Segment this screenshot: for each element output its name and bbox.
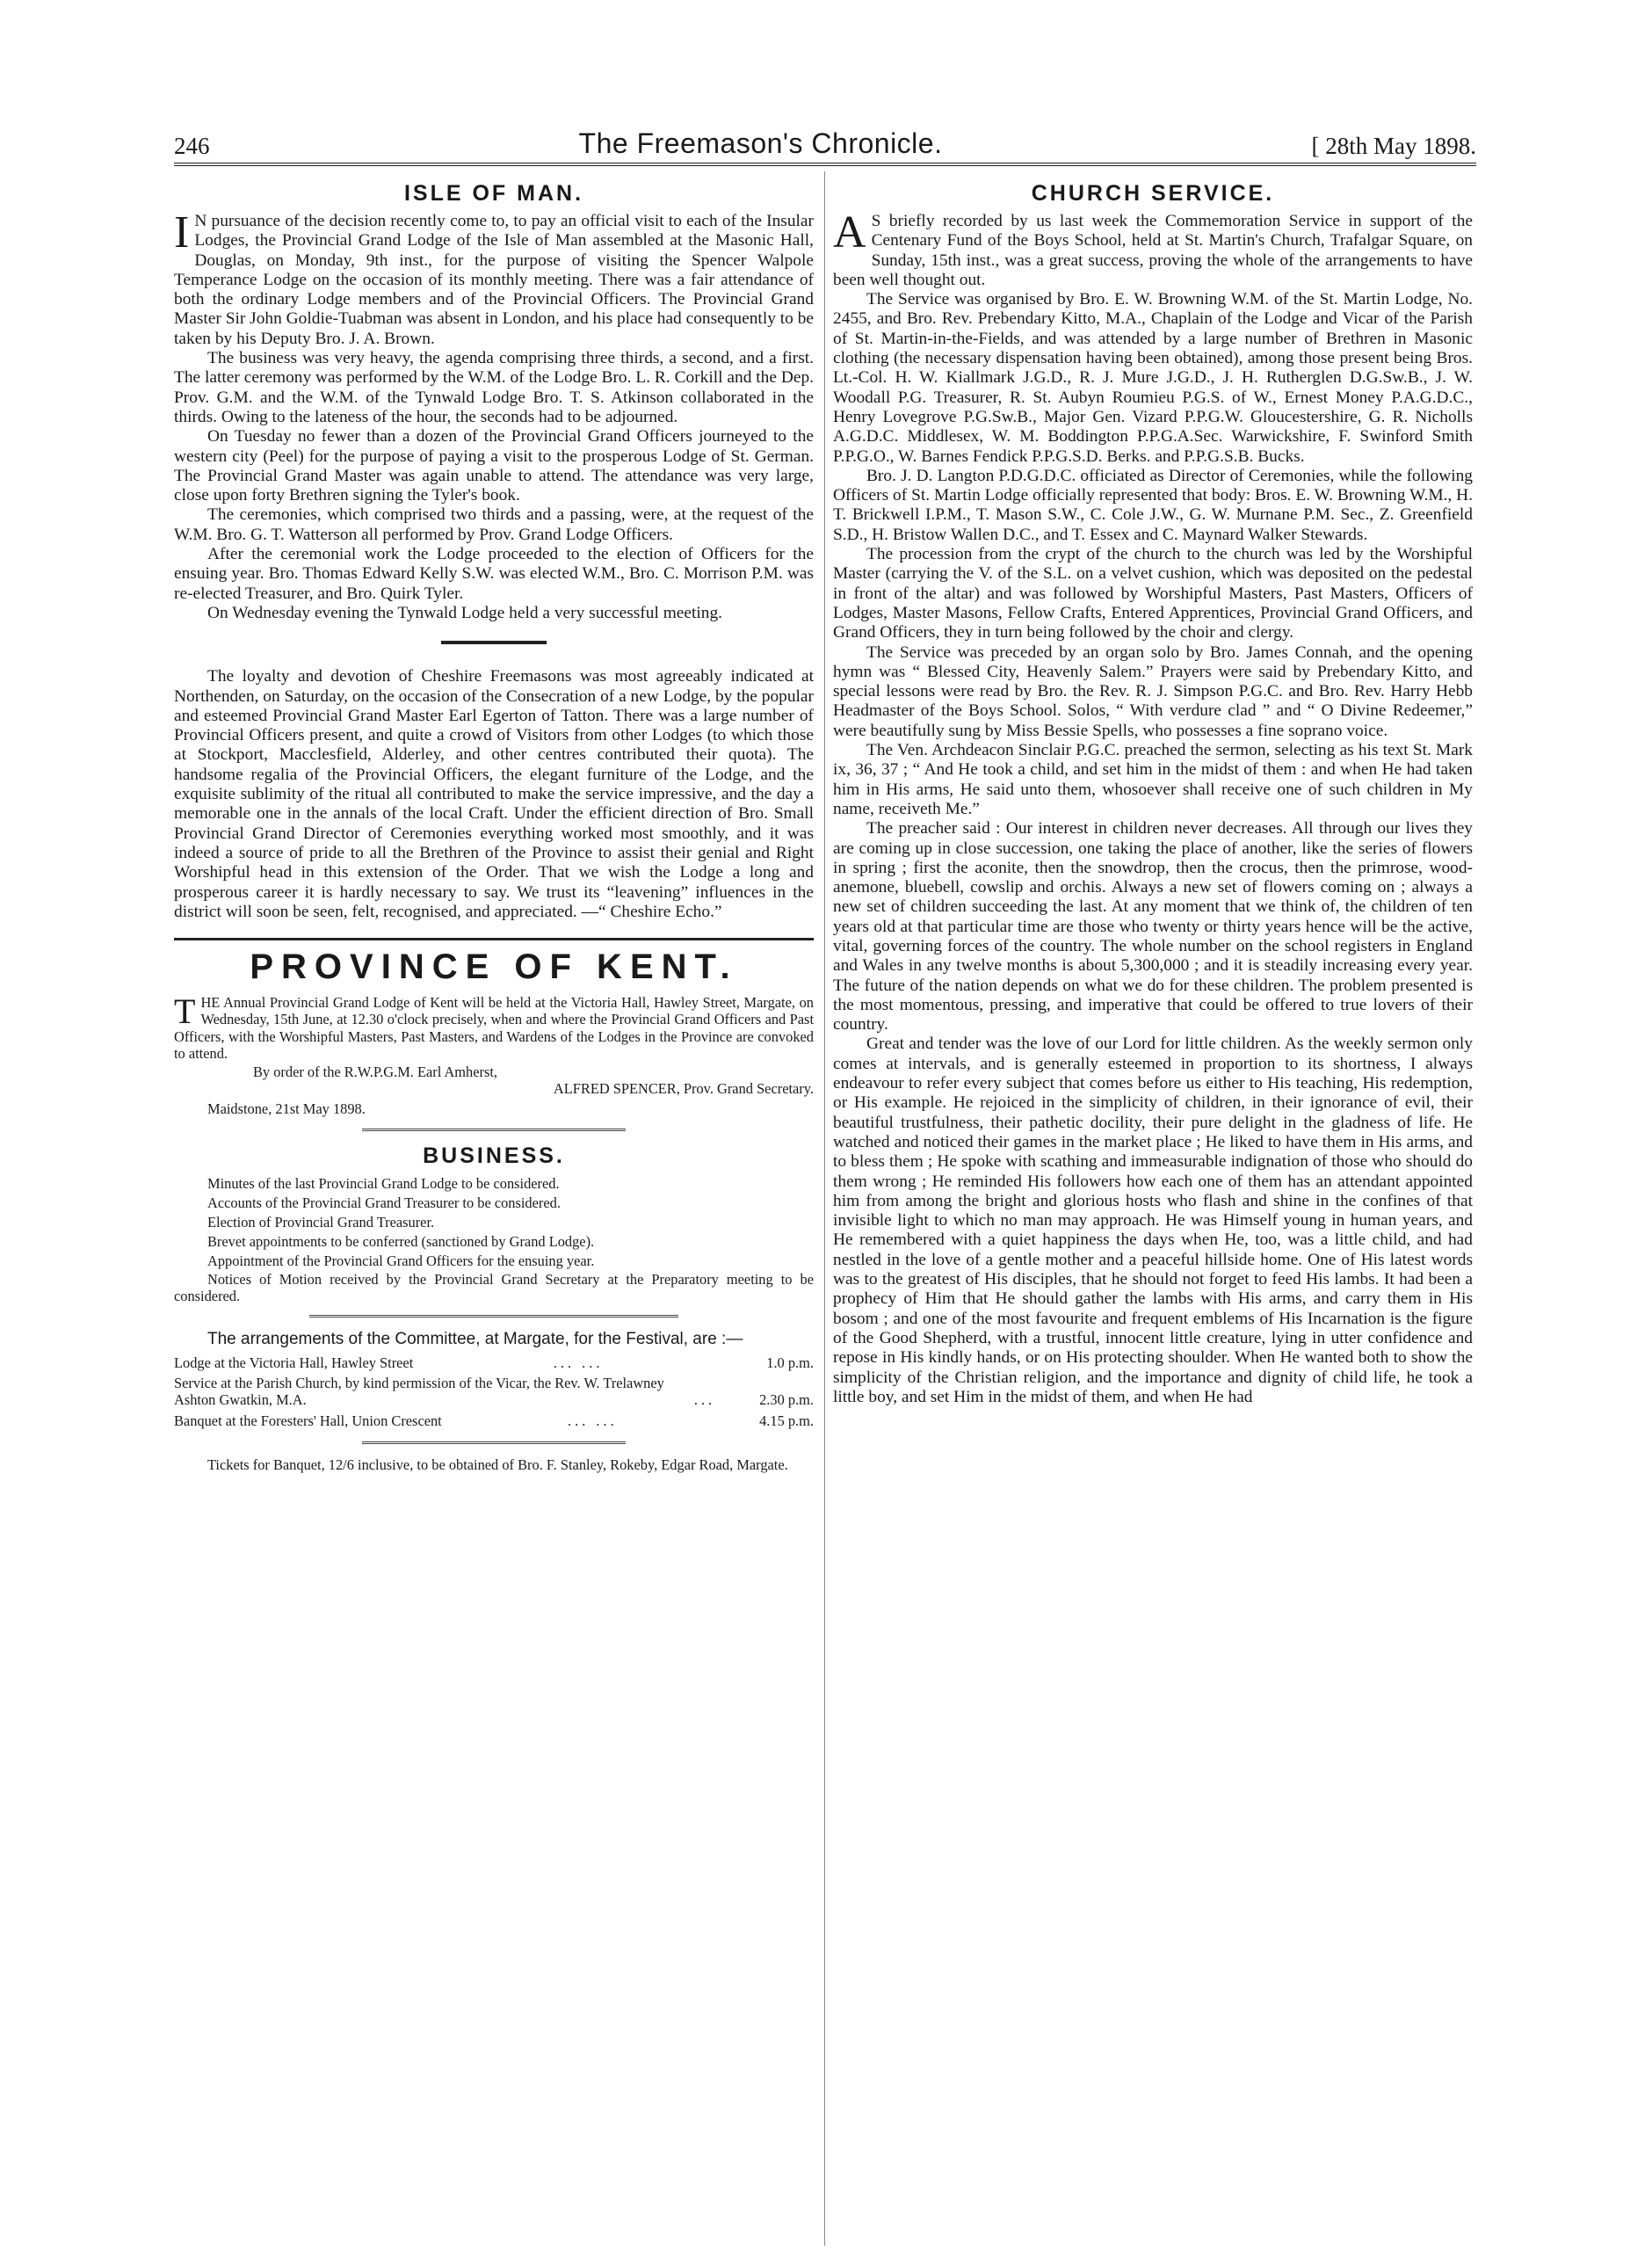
article-paragraph: Bro. J. D. Langton P.D.G.D.C. officiated as Director of Ceremonies, while the following Officers of St. Martin Lodge officially represented that body: Bros. E. W. Browning W.M., H. T. Brickwell I.P.M., T. Mason S.W., C. Cole J.W., G. W. Murnane P.M. Sec., Z. Greenfield S.D., H. Bristow Wallen D.C., and T. Essex and C. Maynard Walker Stewards. xyxy=(833,466,1473,544)
section-divider xyxy=(362,1441,626,1444)
article-paragraph: A S briefly recorded by us last week the Commemoration Service in support of the Centenary Fund of the Boys School, held at St. Martin's Church, Trafalgar Square, on Sunday, 15th inst., was a great success, proving the whole of the arrangements to have been well thought out. xyxy=(833,207,1473,289)
drop-cap: T xyxy=(174,991,196,1032)
kent-notice-paragraph: THE Annual Provincial Grand Lodge of Kent will be held at the Victoria Hall, Hawley Street, Margate, on Wednesday, 15th June, at 12.30 o'clock precisely, when and where the Provincial Grand Officers and Past Officers, with the Worshipful Masters, Past Masters, and Wardens of the Lodges in the Province are convoked to attend. xyxy=(174,991,814,1062)
business-item: Appointment of the Provincial Grand Officers for the ensuing year. xyxy=(207,1252,595,1269)
arrangement-row xyxy=(174,1412,814,1429)
right-column xyxy=(833,176,1473,1407)
article-paragraph: On Tuesday no fewer than a dozen of the Provincial Grand Officers journeyed to the western city (Peel) for the purpose of paying a visit to the prosperous Lodge of St. German. The Provincial Grand Master was again unable to attend. The attendance was very large, close upon forty Brethren signing the Tyler's book. xyxy=(174,427,814,505)
church-service-heading: CHURCH SERVICE. xyxy=(1031,181,1275,206)
article-paragraph: The procession from the crypt of the church to the church was led by the Worshipful Master (carrying the V. of the S.L. on a velvet cushion, which was deposited on the pedestal in front of the altar) and was followed by Worshipful Masters, Past Masters, Officers of Lodges, Master Masons, Fellow Crafts, Entered Apprentices, Provincial Grand Officers, and Grand Officers, they in turn being followed by the choir and clergy. xyxy=(833,545,1473,642)
arrangements-intro: The arrangements of the Committee, at Margate, for the Festival, are :— xyxy=(207,1329,743,1348)
section-rule xyxy=(174,938,814,940)
arrangement-time: 4.15 p.m. xyxy=(759,1412,814,1429)
kent-notice xyxy=(174,991,814,1118)
drop-cap: I xyxy=(174,207,190,258)
leader-dots: ... ... xyxy=(553,1354,604,1371)
arrangement-row xyxy=(174,1375,814,1408)
business-item: Election of Provincial Grand Treasurer. xyxy=(207,1213,435,1231)
province-of-kent-heading: PROVINCE OF KENT. xyxy=(250,947,738,987)
business-item: Notices of Motion received by the Provincial Grand Secretary at the Preparatory meeting to be considered. xyxy=(174,1270,814,1304)
cheshire-paragraph: The loyalty and devotion of Cheshire Freemasons was most agreeably indicated at Northenden, on Saturday, on the occasion of the Consecration of a new Lodge, by the popular and esteemed Provincial Grand Master Earl Egerton of Tatton. There was a large number of Provincial Officers present, and quite a crowd of Visitors from other Lodges (to which those at Stockport, Macclesfield, Alderley, and other centres contributed their quota). The handsome regalia of the Provincial Officers, the elegant furniture of the Lodge, and the exquisite sublimity of the ritual all contributed to make the service impressive, and the day a memorable one in the annals of the local Craft. Under the efficient direction of Bro. Small Provincial Grand Director of Ceremonies everything worked most smoothly, and it was indeed a source of pride to all the Brethren of the Province to assist their genial and Right Worshipful head in this extension of the Order. That we wish the Lodge a long and prosperous career it is hardly necessary to say. We trust its “leavening” influences in the district will soon be seen, felt, recognised, and appreciated. —“ Cheshire Echo.” xyxy=(174,667,814,921)
section-divider xyxy=(362,1129,626,1131)
tickets-notice xyxy=(174,1456,814,1473)
left-column xyxy=(174,176,814,1473)
arrangement-time: 1.0 p.m. xyxy=(766,1354,814,1371)
business-heading: BUSINESS. xyxy=(423,1143,565,1168)
leader-dots: ... xyxy=(693,1391,716,1409)
article-paragraph: After the ceremonial work the Lodge proceeded to the election of Officers for the ensuing year. Bro. Thomas Edward Kelly S.W. was elected W.M., Bro. C. Morrison P.M. was re-elected Treasurer, and Bro. Quirk Tyler. xyxy=(174,545,814,603)
business-item: Brevet appointments to be conferred (sanctioned by Grand Lodge). xyxy=(207,1232,595,1250)
business-list xyxy=(174,1174,814,1304)
leader-dots: ... ... xyxy=(568,1412,618,1429)
article-paragraph: The business was very heavy, the agenda comprising three thirds, a second, and a first. The latter ceremony was performed by the W.M. of the Lodge Bro. L. R. Corkill and the Dep. Prov. G.M. and the W.M. of the Tynwald Lodge Bro. T. S. Atkinson collaborated in the thirds. Owing to the lateness of the hour, the seconds had to be adjourned. xyxy=(174,349,814,426)
column-divider xyxy=(824,171,825,2246)
issue-date: [ 28th May 1898. xyxy=(1311,133,1476,159)
article-paragraph: The Service was organised by Bro. E. W. Browning W.M. of the St. Martin Lodge, No. 2455, and Bro. Rev. Prebendary Kitto, M.A., Chaplain of the Lodge and Vicar of the Parish of St. Martin-in-the-Fields, and was attended by a large number of Brethren in Masonic clothing (the necessary dispensation having been obtained), among those present being Bros. Lt.-Col. H. W. Kiallmark J.G.D., R. J. Mure J.G.D., J. H. Rutherglen D.G.Sw.B., J. W. Woodall P.G. Treasurer, R. St. Aubyn Roumieu P.G.S. of W., Ernest Money P.A.G.D.C., Henry Lovegrove P.G.Sw.B., Major Gen. Vizard P.P.G.W. Gloucestershire, G. R. Nicholls A.G.D.C. Middlesex, W. M. Boddington P.P.G.A.Sec. Warwickshire, F. Swinford Smith P.P.G.O., W. Barnes Fendick P.P.G.S.D. Berks. and P.P.G.S.B. Bucks. xyxy=(833,290,1473,466)
article-paragraph: I N pursuance of the decision recently come to, to pay an official visit to each of the Insular Lodges, the Provincial Grand Lodge of the Isle of Man assembled at the Masonic Hall, Douglas, on Monday, 9th inst., for the purpose of visiting the Spencer Walpole Temperance Lodge on the occasion of its monthly meeting. There was a fair attendance of both the ordinary Lodge members and of the Provincial Officers. The Provincial Grand Master Sir John Goldie-Tuabman was absent in London, and his place had consequently to be taken by his Deputy Bro. J. A. Brown. xyxy=(174,207,814,348)
article-paragraph: The Ven. Archdeacon Sinclair P.G.C. preached the sermon, selecting as his text St. Mark ix, 36, 37 ; “ And He took a child, and set him in the midst of them : and when He had taken him in His arms, He said unto them, whosoever shall receive one of such children in My name, receiveth Me.” xyxy=(833,741,1473,818)
arrangement-row xyxy=(174,1354,814,1371)
page-number: 246 xyxy=(174,133,210,159)
isle-of-man-heading: ISLE OF MAN. xyxy=(403,181,584,206)
place-date-line: Maidstone, 21st May 1898. xyxy=(207,1100,366,1118)
tickets-paragraph: Tickets for Banquet, 12/6 inclusive, to be obtained of Bro. F. Stanley, Rokeby, Edgar Road, Margate. xyxy=(207,1456,788,1473)
publication-title: The Freemason's Chronicle. xyxy=(578,127,943,159)
article-paragraph: The preacher said : Our interest in children never decreases. All through our lives they are coming up in close succession, one taking the place of another, like the series of flowers in spring ; first the aconite, then the snowdrop, then the crocus, then the primrose, wood-anemone, bluebell, cowslip and orchis. Always a new set of flowers coming on ; always a new set of children succeeding the last. At any moment that we think of, the children of ten years old at that particular time are those who twenty or thirty years hence will be the active, vital, governing forces of the country. The whole number on the school registers in England and Wales in any twelve months is about 5,300,000 ; and it is steadily increasing every year. The future of the nation depends on what we do for these children. The problem presented is the most momentous, pressing, and imperative that could be offered to true lovers of their country. xyxy=(833,819,1473,1034)
arrangement-time: 2.30 p.m. xyxy=(759,1391,814,1409)
arrangement-label: Banquet at the Foresters' Hall, Union Crescent xyxy=(174,1412,442,1429)
article-paragraph: On Wednesday evening the Tynwald Lodge held a very successful meeting. xyxy=(207,603,722,622)
arrangements-table xyxy=(174,1354,814,1429)
page-header xyxy=(174,123,1476,160)
business-item: Accounts of the Provincial Grand Treasurer to be considered. xyxy=(207,1194,561,1211)
section-divider xyxy=(441,641,547,644)
business-item: Minutes of the last Provincial Grand Lodge to be considered. xyxy=(207,1174,560,1192)
drop-cap: A xyxy=(833,207,866,258)
section-divider xyxy=(309,1315,678,1318)
header-rule xyxy=(174,163,1476,166)
arrangement-label: Lodge at the Victoria Hall, Hawley Street xyxy=(174,1354,414,1371)
article-paragraph: The ceremonies, which comprised two thirds and a passing, were, at the request of the W.M. Bro. G. T. Watterson all performed by Prov. Grand Lodge Officers. xyxy=(174,505,814,544)
arrangement-label: Service at the Parish Church, by kind permission of the Vicar, the Rev. W. Trelawney Ashton Gwatkin, M.A. xyxy=(174,1375,664,1409)
article-paragraph: The Service was preceded by an organ solo by Bro. James Connah, and the opening hymn was “ Blessed City, Heavenly Salem.” Prayers were said by Prebendary Kitto, and special lessons were read by Bro. the Rev. R. J. Simpson P.G.C. and Bro. Rev. Harry Hebb Headmaster of the Boys School. Solos, “ With verdure clad ” and “ O Divine Redeemer,” were beautifully sung by Miss Bessie Spells, who possesses a fine soprano voice. xyxy=(833,642,1473,740)
order-line: By order of the R.W.P.G.M. Earl Amherst, xyxy=(253,1063,498,1080)
article-paragraph: Great and tender was the love of our Lord for little children. As the weekly sermon only comes at intervals, and is generally esteemed in proportion to its shortness, I always endeavour to refer every subject that comes before us either to His teaching, His redemption, or His example. He rejoiced in the simplicity of children, in their ignorance of evil, their beautiful trustfulness, their pathetic docility, their pure delight in the gladness of life. He watched and noticed their games in the market place ; He liked to have them in His arms, and to bless them ; He spoke with scathing and immeasurable indignation of those who should do them wrong ; He reminded His followers how each one of them has an attendant appointed him from among the bright and glorious hosts who flash and shine in the confines of that invisible light to which no man may approach. He was Himself young in human years, and He remembered with a quiet happiness the days when He, too, was a little child, and had nestled in the love of a gentle mother and a peaceful hillside home. One of His latest words was to the greatest of His disciples, that he should not forget to feed His lambs. It had been a prophecy of Him that He should gather the lambs with His arms, and carry them in His bosom ; and one of the most favourite and frequent emblems of His Incarnation is the figure of the Good Shepherd, with a trustful, innocent little creature, lying in utter confidence and repose in His kindly hands, or on His protecting shoulder. When He wanted both to show the simplicity of the Christian religion, and the importance and dignity of child life, he took a little boy, and set Him in the midst of them, and when He had xyxy=(833,1034,1473,1406)
signature-line: ALFRED SPENCER, Prov. Grand Secretary. xyxy=(553,1080,814,1098)
